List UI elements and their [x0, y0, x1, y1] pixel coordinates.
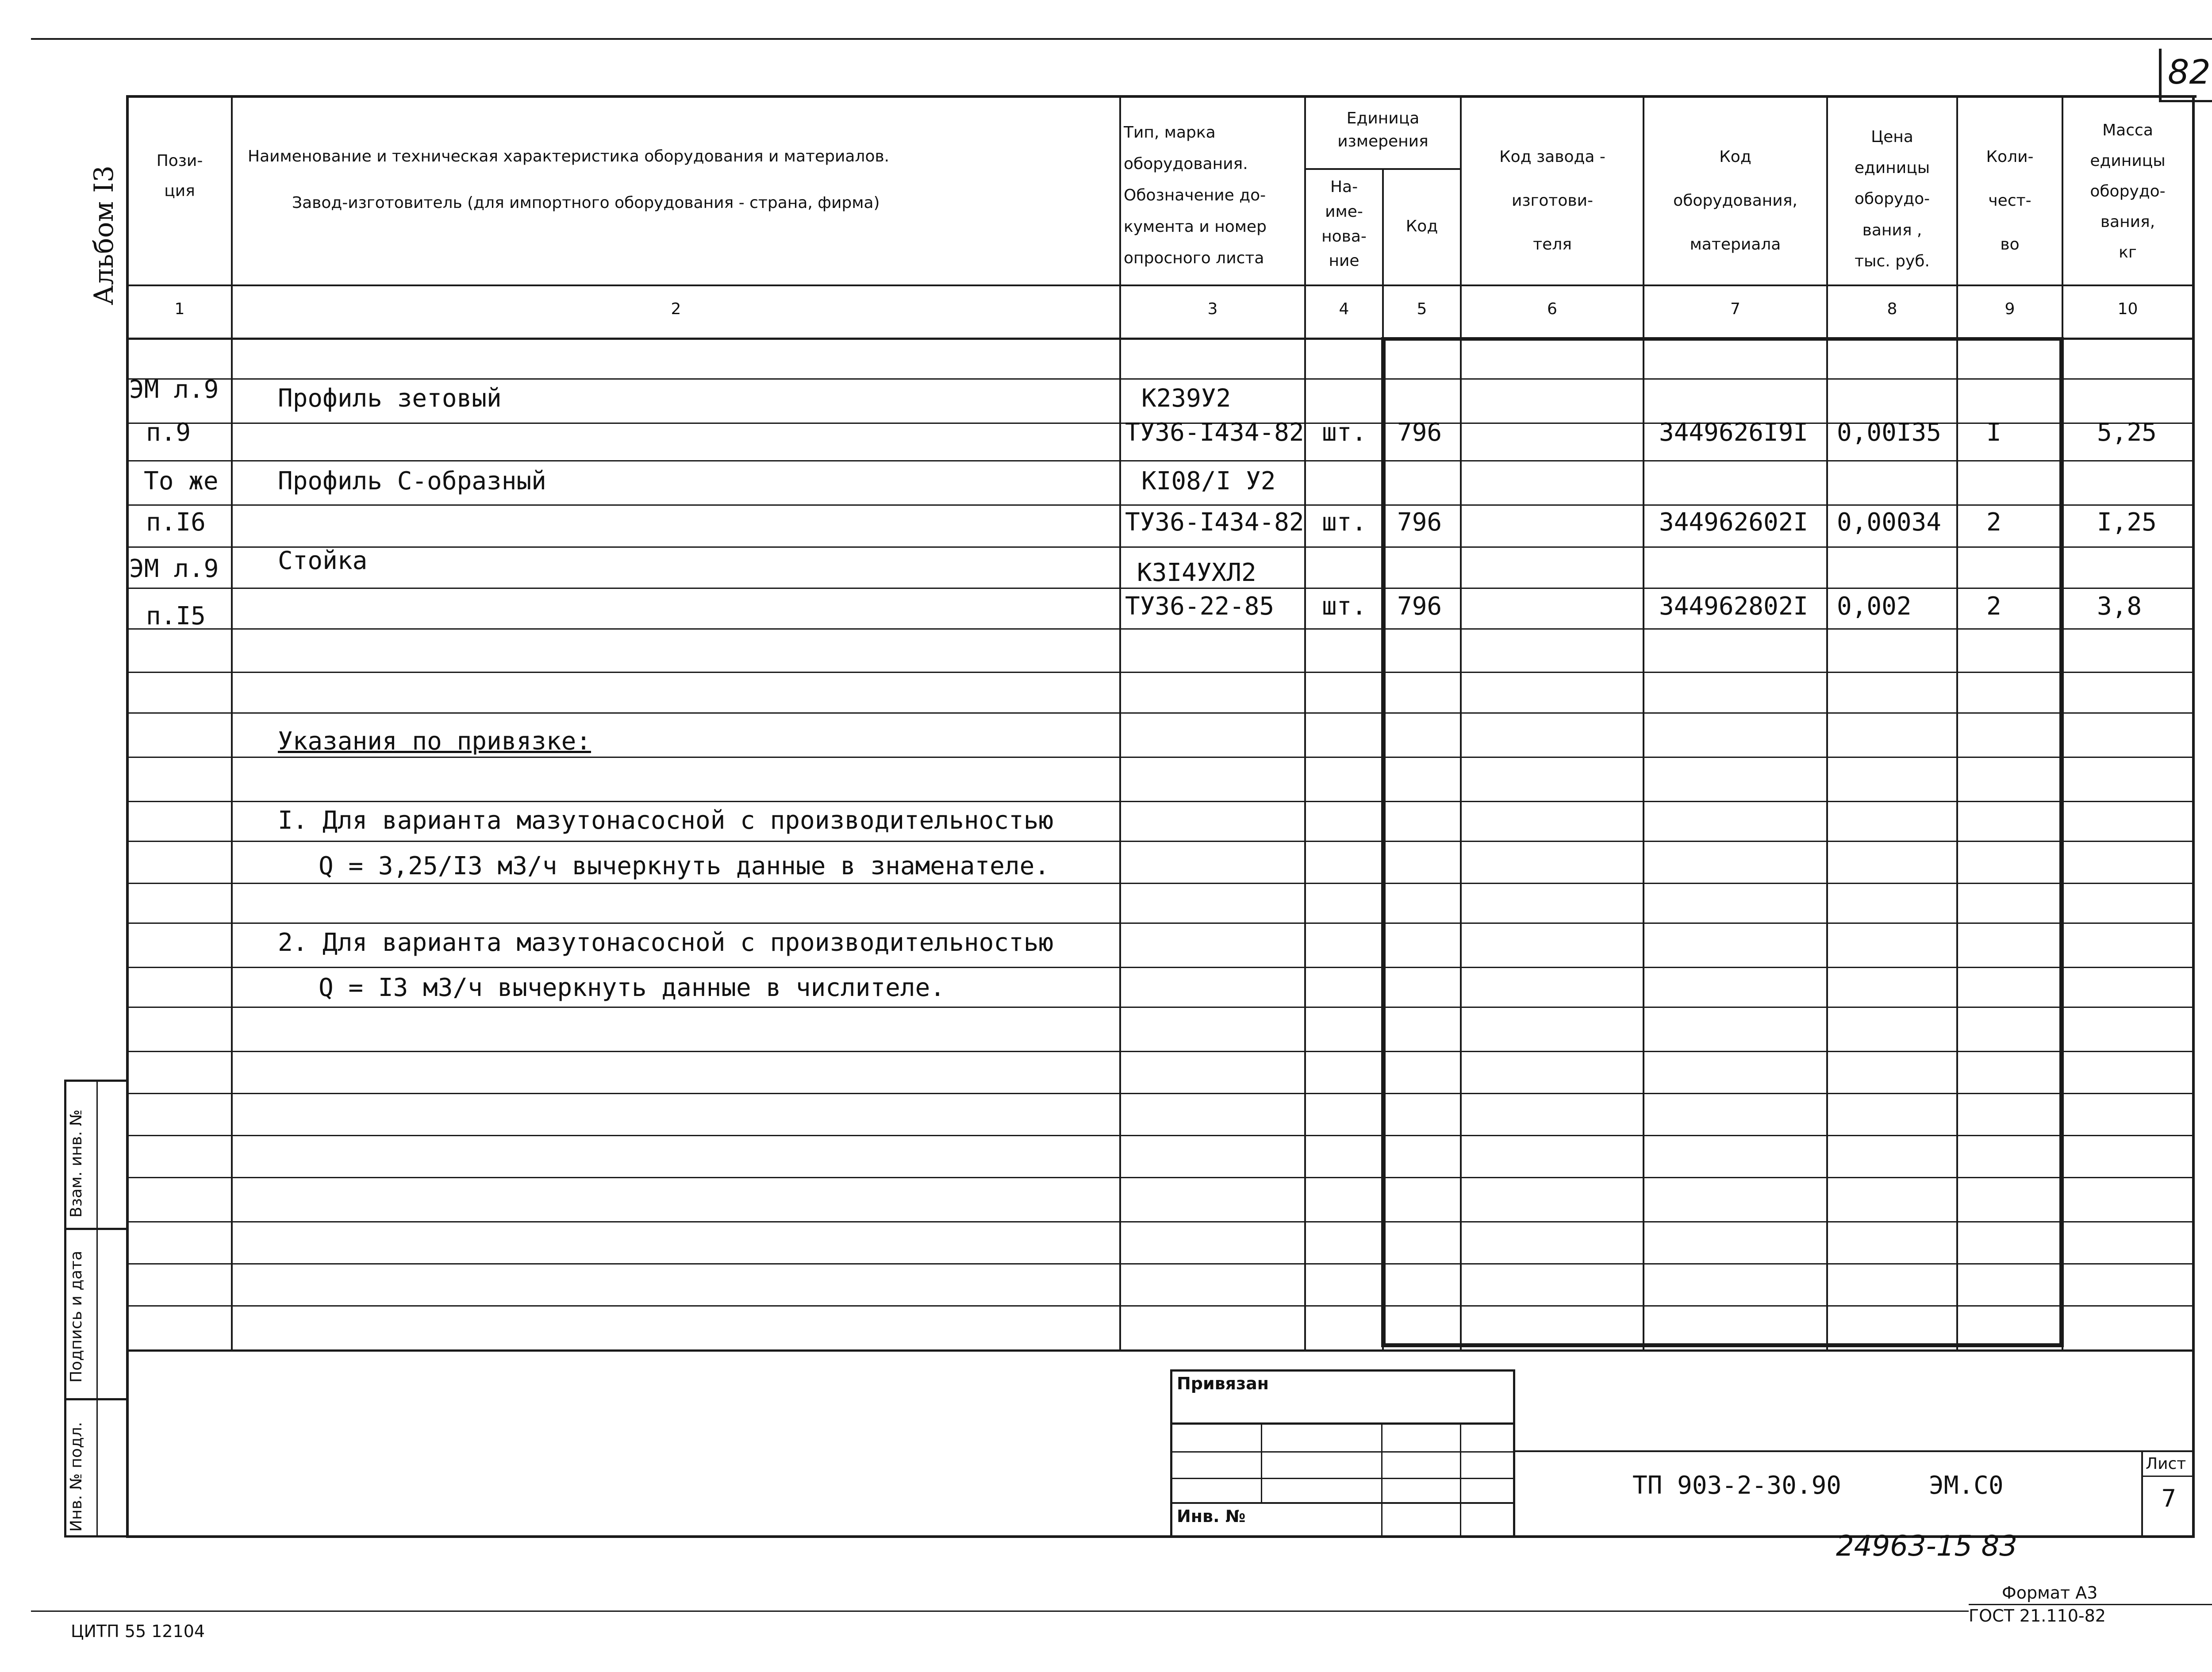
- colnum-3: 3: [1207, 300, 1218, 318]
- header-bottom-line: [126, 284, 2195, 286]
- handwritten-code: 24963-15 83: [1836, 1530, 2017, 1563]
- inv-label: Инв. №: [1177, 1507, 1246, 1526]
- row-separator: [126, 628, 2195, 630]
- bound-box-row3: [1170, 1478, 1515, 1479]
- header-unit-code: Код: [1406, 217, 1438, 235]
- header-equipment-code: Код оборудования, материала: [1673, 148, 1797, 254]
- sheet-box-mid: [2141, 1476, 2195, 1477]
- row-3-equip-code: 344962602I: [1659, 508, 1809, 537]
- side-stamp-signature-date: Подпись и дата: [67, 1250, 85, 1383]
- row-3-position: п.I6: [146, 508, 206, 537]
- row-2-type: КI08/I У2: [1141, 467, 1276, 496]
- col-line-1: [231, 95, 233, 1352]
- row-separator: [126, 801, 2195, 802]
- top-rule: [31, 38, 2212, 40]
- row-5-unit: шт.: [1322, 592, 1367, 621]
- frame-top: [126, 95, 2197, 98]
- format-label: Формат А3: [2002, 1583, 2098, 1603]
- row-separator: [126, 967, 2195, 968]
- row-separator: [126, 1007, 2195, 1008]
- colnum-8: 8: [1887, 300, 1897, 318]
- row-5-mass: 3,8: [2097, 592, 2142, 621]
- row-separator: [126, 1305, 2195, 1307]
- side-stamp-inv-original: Инв. № подл.: [67, 1422, 85, 1532]
- sheet-number: 7: [2161, 1484, 2177, 1512]
- bound-box-col1: [1261, 1422, 1262, 1502]
- row-separator: [126, 922, 2195, 924]
- gost-label: ГОСТ 21.110-82: [1969, 1606, 2106, 1626]
- row-5-type: ТУ36-22-85: [1125, 592, 1275, 621]
- row-1-qty: I: [1986, 418, 2001, 447]
- album-label: Альбом I3: [88, 165, 119, 305]
- colnum-4: 4: [1339, 300, 1349, 318]
- row-1-type: ТУ36-I434-82: [1125, 418, 1304, 447]
- corner-box-left: [2159, 49, 2162, 102]
- row-1-position: п.9: [146, 418, 191, 447]
- row-separator: [126, 1177, 2195, 1178]
- notes-line-2: Q = 3,25/I3 м3/ч вычеркнуть данные в знаменателе.: [319, 852, 1050, 880]
- colnum-10: 10: [2117, 300, 2138, 318]
- format-rule: [1969, 1604, 2212, 1605]
- bound-box-col3: [1460, 1422, 1461, 1537]
- bound-box-row2: [1170, 1451, 1515, 1453]
- row-separator: [126, 1263, 2195, 1265]
- col-line-8: [1956, 95, 1958, 1352]
- thick-right: [2059, 338, 2064, 1346]
- colnum-6: 6: [1547, 300, 1557, 318]
- header-unit-group-label: Единица измерения: [1337, 109, 1429, 151]
- row-0-name: Профиль зетовый: [278, 384, 502, 413]
- thick-left: [1381, 338, 1386, 1346]
- header-factory-code: Код завода - изготови- теля: [1499, 148, 1605, 254]
- row-separator: [126, 712, 2195, 714]
- row-separator: [126, 841, 2195, 842]
- row-5-equip-code: 344962802I: [1659, 592, 1809, 621]
- header-unit-name: На- име- нова- ние: [1321, 178, 1367, 270]
- row-1-price: 0,00I35: [1837, 418, 1942, 447]
- bound-box-row4: [1170, 1502, 1515, 1504]
- sheet-label: Лист: [2146, 1455, 2186, 1473]
- bound-box-right: [1513, 1369, 1515, 1537]
- row-1-mass: 5,25: [2097, 418, 2157, 447]
- bound-label: Привязан: [1177, 1374, 1269, 1393]
- header-position: Пози- ция: [156, 152, 203, 200]
- row-separator: [126, 1221, 2195, 1222]
- row-5-code: 796: [1397, 592, 1442, 621]
- row-separator: [126, 588, 2195, 589]
- bound-box-left: [1170, 1369, 1172, 1537]
- row-0-type: К239У2: [1141, 384, 1231, 413]
- row-0-position: ЭМ л.9: [129, 375, 219, 404]
- bound-box-top: [1170, 1369, 1515, 1372]
- row-2-position: То же: [144, 467, 219, 496]
- header-unit-price: Цена единицы оборудо- вания , тыс. руб.: [1854, 128, 1930, 270]
- bound-box-col2: [1381, 1422, 1382, 1537]
- header-unit-mass: Масса единицы оборудо- вания, кг: [2090, 121, 2166, 262]
- colnum-5: 5: [1417, 300, 1427, 318]
- row-separator: [126, 883, 2195, 884]
- printer-label: ЦИТП 55 12104: [71, 1622, 205, 1641]
- doc-mark: ЭМ.С0: [1929, 1471, 2004, 1500]
- row-1-code: 796: [1397, 418, 1442, 447]
- notes-line-3: 2. Для варианта мазутонасосной с производительностью: [278, 928, 1054, 957]
- row-3-price: 0,00034: [1837, 508, 1942, 537]
- header-name-line2: Завод-изготовитель (для импортного оборудования - страна, фирма): [292, 194, 880, 212]
- row-1-equip-code: 3449626I9I: [1659, 418, 1809, 447]
- side-stamp-replaced-inv: Взам. инв. №: [67, 1109, 85, 1218]
- header-quantity: Коли- чест- во: [1986, 148, 2034, 254]
- notes-title: Указания по привязке:: [278, 727, 591, 756]
- bound-box-row1: [1170, 1422, 1515, 1425]
- row-3-type: ТУ36-I434-82: [1125, 508, 1304, 537]
- colnum-1: 1: [174, 300, 185, 318]
- row-separator: [126, 672, 2195, 673]
- doc-area-top: [1515, 1450, 2195, 1452]
- row-5-position: п.I5: [146, 602, 206, 630]
- row-2-name: Профиль С-образный: [278, 467, 546, 496]
- row-separator: [126, 504, 2195, 506]
- row-separator: [126, 1135, 2195, 1136]
- row-separator: [126, 546, 2195, 548]
- unit-group-line: [1304, 168, 1461, 170]
- notes-line-4: Q = I3 м3/ч вычеркнуть данные в числителе.: [319, 973, 945, 1002]
- row-separator: [126, 378, 2195, 380]
- row-1-unit: шт.: [1322, 418, 1367, 447]
- row-5-qty: 2: [1986, 592, 2001, 621]
- col-line-7: [1826, 95, 1828, 1352]
- col-line-6: [1643, 95, 1644, 1352]
- sheet-corner-number: 82: [2168, 52, 2211, 92]
- doc-code: ТП 903-2-30.90: [1632, 1471, 1842, 1500]
- row-4-name: Стойка: [278, 546, 368, 575]
- notes-line-1: I. Для варианта мазутонасосной с производительностью: [278, 806, 1054, 835]
- col-line-2: [1119, 95, 1121, 1352]
- colnum-9: 9: [2005, 300, 2015, 318]
- sheet-box-left: [2141, 1450, 2143, 1537]
- row-4-type: К3I4УХЛ2: [1137, 558, 1256, 587]
- col-line-3: [1304, 95, 1306, 1352]
- side-stamp-mid: [96, 1080, 98, 1537]
- row-separator: [126, 1051, 2195, 1052]
- frame-right: [2192, 95, 2195, 1537]
- row-3-unit: шт.: [1322, 508, 1367, 537]
- row-separator: [126, 757, 2195, 758]
- row-separator: [126, 1093, 2195, 1094]
- row-separator: [126, 460, 2195, 461]
- colnum-2: 2: [671, 300, 681, 318]
- thick-top: [1381, 337, 2064, 341]
- row-5-price: 0,002: [1837, 592, 1912, 621]
- table-bottom-line: [126, 1349, 2195, 1352]
- row-3-qty: 2: [1986, 508, 2001, 537]
- colnum-7: 7: [1730, 300, 1740, 318]
- col-line-5: [1460, 95, 1462, 1352]
- thick-bottom: [1381, 1343, 2064, 1347]
- header-type: Тип, марка оборудования. Обозначение до- кумента и номер опросного листа: [1124, 123, 1267, 267]
- bottom-rule: [31, 1611, 1969, 1612]
- row-3-code: 796: [1397, 508, 1442, 537]
- side-stamp-left: [64, 1080, 66, 1537]
- row-3-mass: I,25: [2097, 508, 2157, 537]
- header-name-line1: Наименование и техническая характеристика оборудования и материалов.: [248, 147, 890, 165]
- row-4-position: ЭМ л.9: [129, 554, 219, 583]
- corner-box-bottom: [2159, 100, 2212, 102]
